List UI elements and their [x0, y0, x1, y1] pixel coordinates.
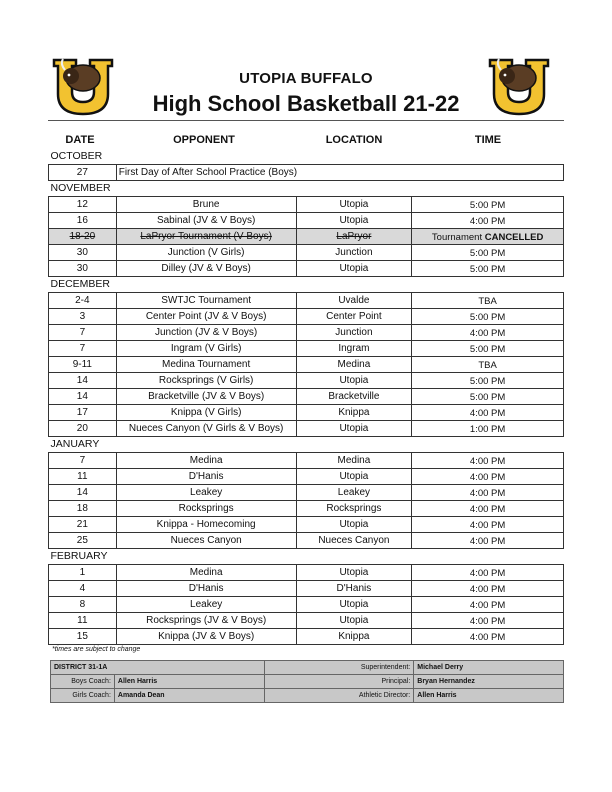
location-cell: Knippa — [296, 628, 412, 644]
time-cell: 1:00 PM — [412, 420, 564, 436]
athletic-director-name: Allen Harris — [414, 689, 564, 703]
location-cell: Leakey — [296, 484, 412, 500]
table-row — [49, 516, 564, 532]
date-cell: 21 — [49, 516, 117, 532]
opponent-cell: Rocksprings — [116, 500, 296, 516]
column-header-location: LOCATION — [325, 134, 383, 146]
location-cell: Utopia — [296, 612, 412, 628]
table-row — [49, 196, 564, 212]
time-cell: TBA — [412, 356, 564, 372]
column-header-date: DATE — [65, 134, 95, 146]
table-row — [49, 484, 564, 500]
location-cell: Center Point — [296, 308, 412, 324]
location-cell: Junction — [296, 244, 412, 260]
date-cell: 25 — [49, 532, 117, 548]
month-row — [49, 180, 564, 196]
date-cell: 27 — [49, 164, 117, 180]
table-row — [49, 164, 564, 180]
location-cell: Utopia — [296, 468, 412, 484]
column-header-time: TIME — [474, 134, 502, 146]
date-cell: 8 — [49, 596, 117, 612]
time-cell: 4:00 PM — [412, 484, 564, 500]
event-cell: First Day of After School Practice (Boys) — [116, 164, 563, 180]
date-cell: 9-11 — [49, 356, 117, 372]
opponent-cell: Knippa (V Girls) — [116, 404, 296, 420]
opponent-cell: Dilley (JV & V Boys) — [116, 260, 296, 276]
time-cell — [412, 228, 564, 244]
date-cell: 16 — [49, 212, 117, 228]
time-cell: 4:00 PM — [412, 468, 564, 484]
opponent-cell: Rocksprings (V Girls) — [116, 372, 296, 388]
table-row — [49, 532, 564, 548]
month-label: NOVEMBER — [50, 182, 111, 194]
location-cell: Bracketville — [296, 388, 412, 404]
opponent-cell: D'Hanis — [116, 468, 296, 484]
principal-label: Principal: — [264, 675, 414, 689]
location-cell: Knippa — [296, 404, 412, 420]
table-row — [49, 564, 564, 580]
location-cell: D'Hanis — [296, 580, 412, 596]
table-row — [49, 372, 564, 388]
date-cell: 3 — [49, 308, 117, 324]
page-title: High School Basketball 21-22 — [152, 91, 460, 116]
athletic-director-label: Athletic Director: — [264, 689, 414, 703]
table-row — [49, 244, 564, 260]
table-row — [49, 500, 564, 516]
date-cell: 18-20 — [49, 228, 117, 244]
opponent-cell: Leakey — [116, 484, 296, 500]
district-label: DISTRICT 31-1A — [51, 661, 265, 675]
opponent-cell: LaPryor Tournament (V Boys) — [116, 228, 296, 244]
school-name: UTOPIA BUFFALO — [239, 70, 373, 87]
location-cell: Rocksprings — [296, 500, 412, 516]
location-cell: Utopia — [296, 596, 412, 612]
staff-row — [51, 661, 564, 675]
time-cell: 4:00 PM — [412, 612, 564, 628]
date-cell: 7 — [49, 324, 117, 340]
date-cell: 18 — [49, 500, 117, 516]
month-row — [49, 548, 564, 564]
date-cell: 4 — [49, 580, 117, 596]
time-cell: 4:00 PM — [412, 516, 564, 532]
cancelled-row — [49, 228, 564, 244]
staff-table — [50, 660, 564, 703]
time-cell: 4:00 PM — [412, 596, 564, 612]
table-row — [49, 452, 564, 468]
column-header-opponent: OPPONENT — [173, 134, 235, 146]
footnote: *times are subject to change — [52, 646, 141, 653]
table-row — [49, 356, 564, 372]
date-cell: 14 — [49, 372, 117, 388]
table-row — [49, 612, 564, 628]
month-row — [49, 148, 564, 164]
location-cell: Utopia — [296, 516, 412, 532]
date-cell: 14 — [49, 484, 117, 500]
girls-coach-label: Girls Coach: — [51, 689, 115, 703]
table-row — [49, 596, 564, 612]
date-cell: 30 — [49, 260, 117, 276]
girls-coach-name: Amanda Dean — [114, 689, 264, 703]
table-row — [49, 404, 564, 420]
time-cell: 4:00 PM — [412, 500, 564, 516]
boys-coach-name: Allen Harris — [114, 675, 264, 689]
opponent-cell: Leakey — [116, 596, 296, 612]
staff-row — [51, 689, 564, 703]
time-cell: TBA — [412, 292, 564, 308]
time-cell: 4:00 PM — [412, 404, 564, 420]
date-cell: 15 — [49, 628, 117, 644]
date-cell: 2-4 — [49, 292, 117, 308]
time-cell: 4:00 PM — [412, 532, 564, 548]
header-divider — [48, 120, 564, 121]
month-label: OCTOBER — [50, 149, 103, 162]
time-cell: 5:00 PM — [412, 340, 564, 356]
time-cell: 4:00 PM — [412, 324, 564, 340]
table-row — [49, 308, 564, 324]
table-row — [49, 388, 564, 404]
table-row — [49, 628, 564, 644]
opponent-cell: Medina — [116, 452, 296, 468]
time-cell: 4:00 PM — [412, 564, 564, 580]
time-cell: 4:00 PM — [412, 212, 564, 228]
opponent-cell: Center Point (JV & V Boys) — [116, 308, 296, 324]
opponent-cell: Brune — [116, 196, 296, 212]
time-cell: 5:00 PM — [412, 196, 564, 212]
opponent-cell: Knippa (JV & V Boys) — [116, 628, 296, 644]
table-row — [49, 212, 564, 228]
location-cell: Utopia — [296, 260, 412, 276]
month-row — [49, 276, 564, 292]
month-label: JANUARY — [50, 438, 100, 450]
cancelled-status: CANCELLED — [484, 232, 544, 243]
staff-row — [51, 675, 564, 689]
table-row — [49, 260, 564, 276]
schedule-table — [48, 148, 564, 645]
location-cell: Uvalde — [296, 292, 412, 308]
month-label: DECEMBER — [50, 278, 111, 290]
table-row — [49, 580, 564, 596]
time-cell: 5:00 PM — [412, 372, 564, 388]
table-row — [49, 292, 564, 308]
time-cell: 5:00 PM — [412, 388, 564, 404]
date-cell: 12 — [49, 196, 117, 212]
date-cell: 11 — [49, 612, 117, 628]
opponent-cell: SWTJC Tournament — [116, 292, 296, 308]
principal-name: Bryan Hernandez — [414, 675, 564, 689]
location-cell: Medina — [296, 452, 412, 468]
opponent-cell: Medina Tournament — [116, 356, 296, 372]
opponent-cell: Nueces Canyon — [116, 532, 296, 548]
opponent-cell: Nueces Canyon (V Girls & V Boys) — [116, 420, 296, 436]
date-cell: 17 — [49, 404, 117, 420]
date-cell: 14 — [49, 388, 117, 404]
time-cell: 5:00 PM — [412, 308, 564, 324]
opponent-cell: Junction (V Girls) — [116, 244, 296, 260]
date-cell: 7 — [49, 452, 117, 468]
opponent-cell: Ingram (V Girls) — [116, 340, 296, 356]
month-row — [49, 436, 564, 452]
date-cell: 1 — [49, 564, 117, 580]
location-cell: LaPryor — [296, 228, 412, 244]
date-cell: 11 — [49, 468, 117, 484]
boys-coach-label: Boys Coach: — [51, 675, 115, 689]
location-cell: Medina — [296, 356, 412, 372]
time-cell: 4:00 PM — [412, 580, 564, 596]
location-cell: Utopia — [296, 372, 412, 388]
location-cell: Utopia — [296, 420, 412, 436]
opponent-cell: Rocksprings (JV & V Boys) — [116, 612, 296, 628]
location-cell: Utopia — [296, 196, 412, 212]
opponent-cell: D'Hanis — [116, 580, 296, 596]
month-label: FEBRUARY — [50, 550, 108, 562]
location-cell: Utopia — [296, 212, 412, 228]
time-cell: 5:00 PM — [412, 260, 564, 276]
time-prefix: Tournament — [431, 232, 483, 243]
date-cell: 7 — [49, 340, 117, 356]
location-cell: Nueces Canyon — [296, 532, 412, 548]
time-cell: 5:00 PM — [412, 244, 564, 260]
table-row — [49, 340, 564, 356]
time-cell: 4:00 PM — [412, 452, 564, 468]
header — [0, 70, 612, 117]
table-row — [49, 324, 564, 340]
opponent-cell: Bracketville (JV & V Boys) — [116, 388, 296, 404]
opponent-cell: Junction (JV & V Boys) — [116, 324, 296, 340]
table-row — [49, 420, 564, 436]
opponent-cell: Sabinal (JV & V Boys) — [116, 212, 296, 228]
superintendent-label: Superintendent: — [264, 661, 414, 675]
date-cell: 20 — [49, 420, 117, 436]
location-cell: Utopia — [296, 564, 412, 580]
location-cell: Junction — [296, 324, 412, 340]
time-cell: 4:00 PM — [412, 628, 564, 644]
opponent-cell: Medina — [116, 564, 296, 580]
location-cell: Ingram — [296, 340, 412, 356]
opponent-cell: Knippa - Homecoming — [116, 516, 296, 532]
date-cell: 30 — [49, 244, 117, 260]
superintendent-name: Michael Derry — [414, 661, 564, 675]
table-row — [49, 468, 564, 484]
